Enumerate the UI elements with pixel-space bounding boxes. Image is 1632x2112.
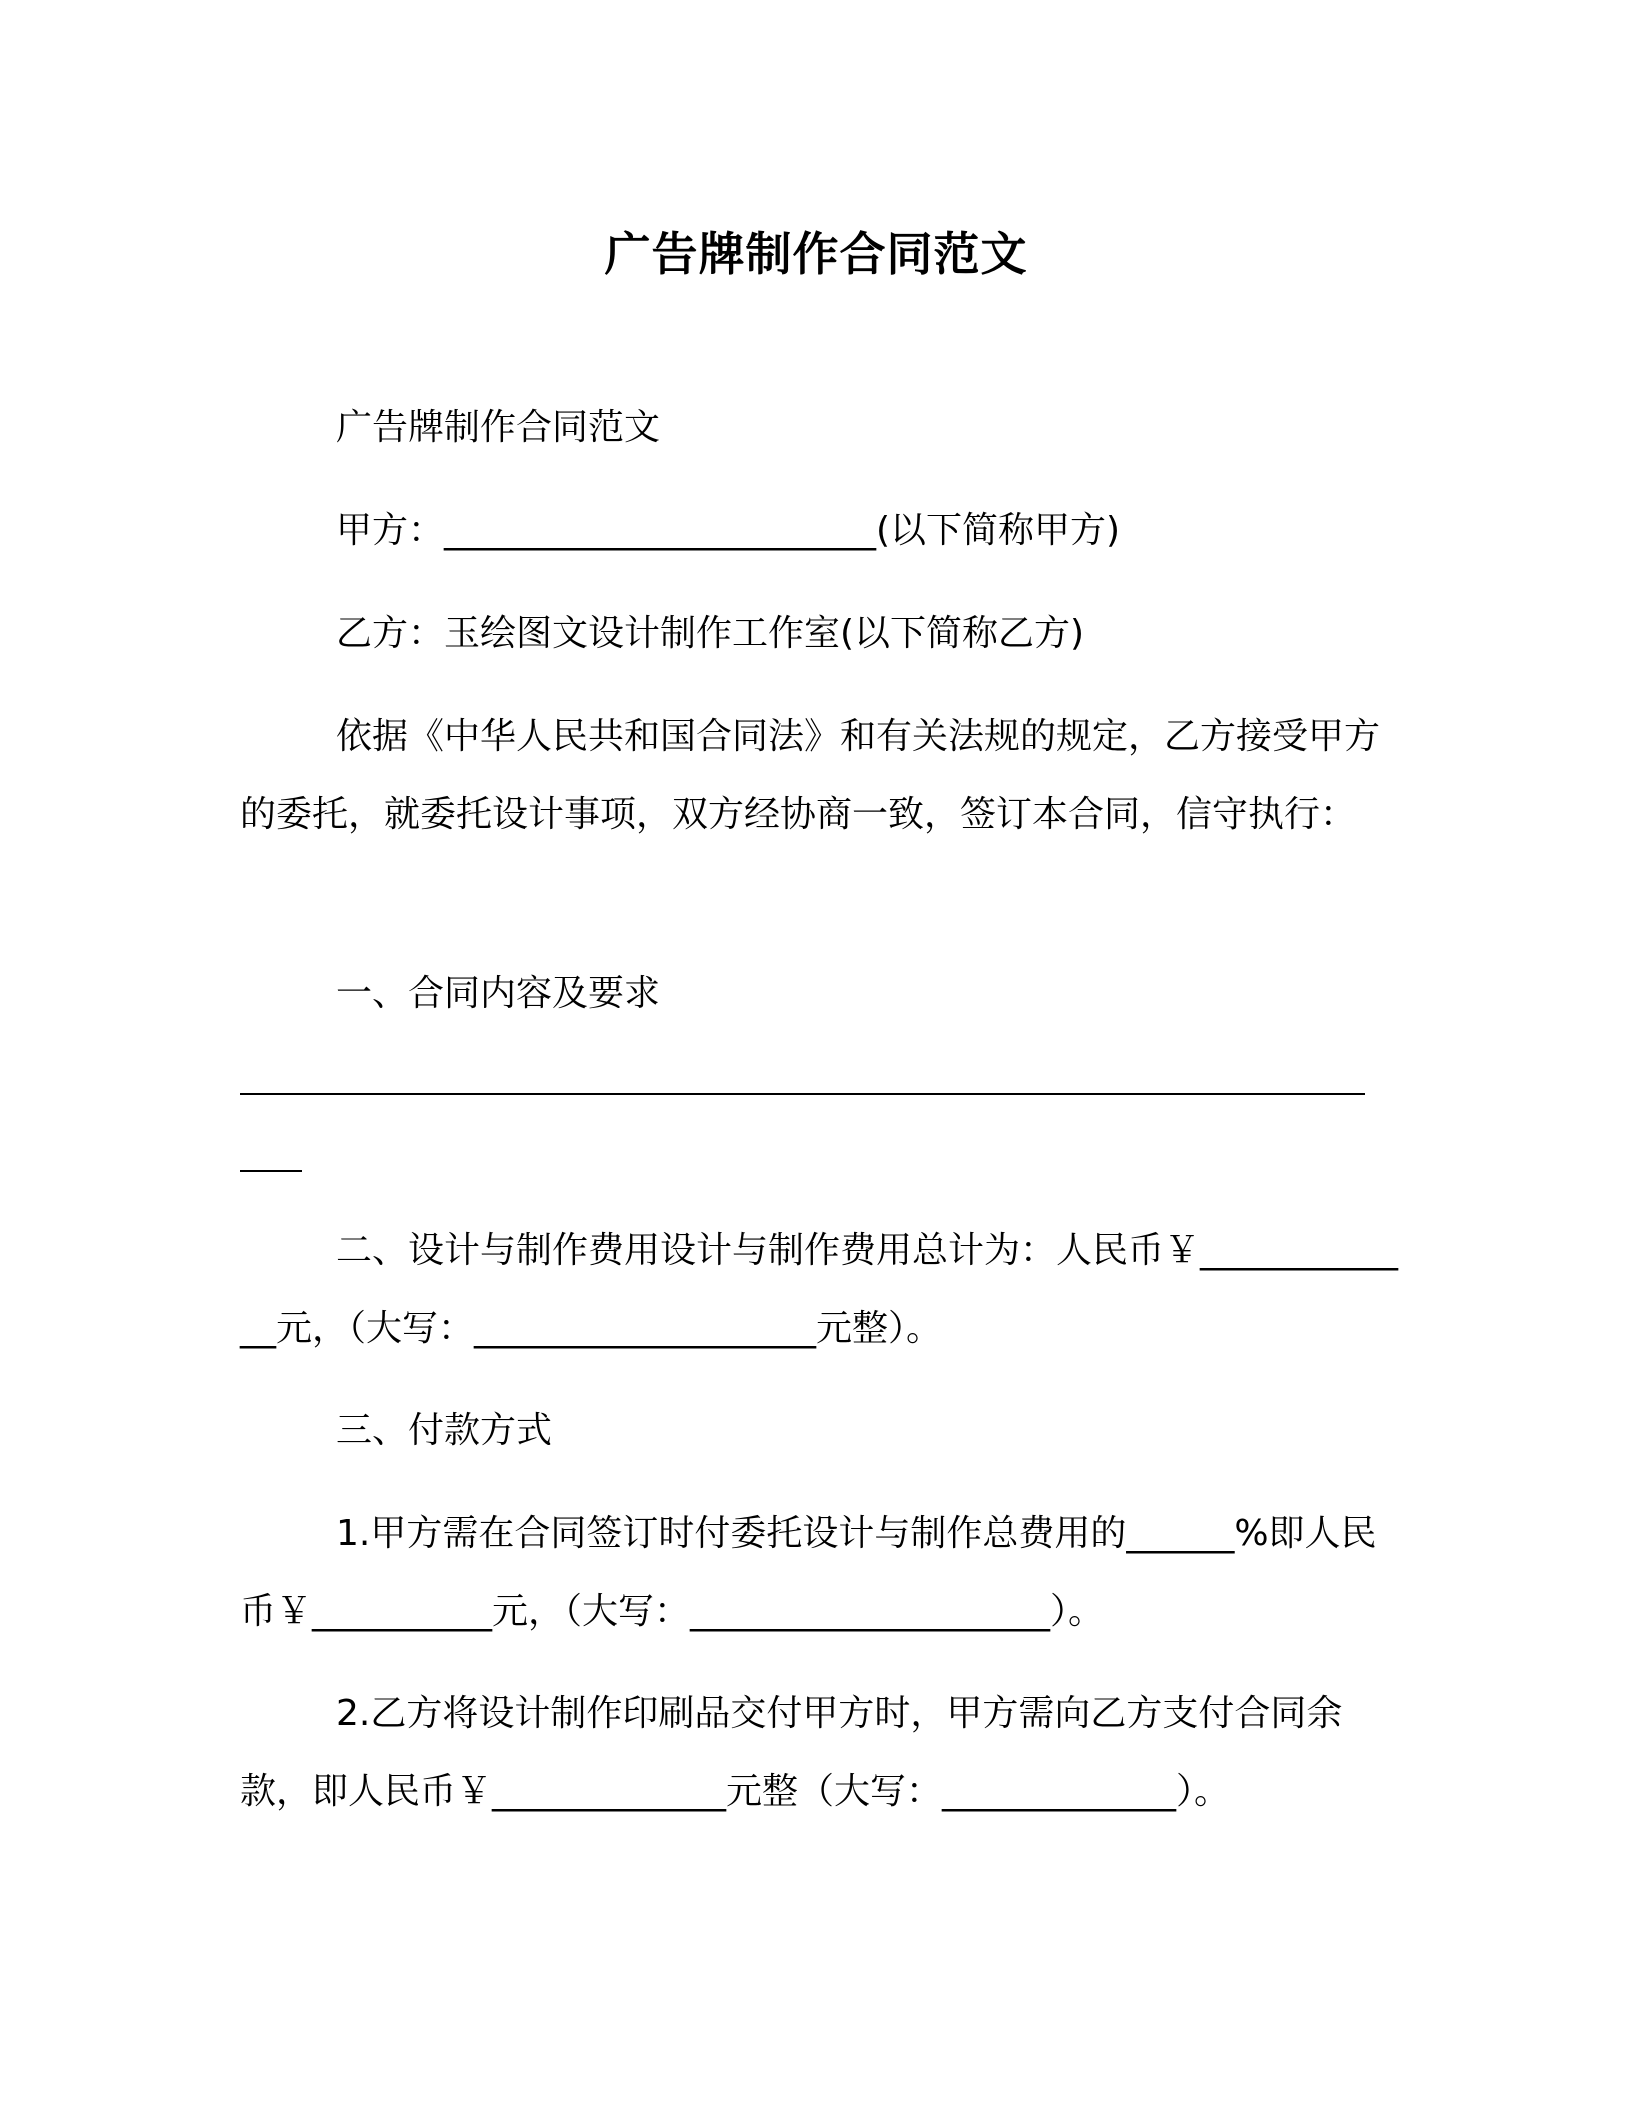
paragraph-party-b xyxy=(240,595,1405,673)
paragraph-text: 2.乙方将设计制作印刷品交付甲方时，甲方需向乙方支付合同余款，即人民币￥_____________元整（大写：_____________）。 xyxy=(240,1693,1343,1812)
paragraph-heading xyxy=(240,389,1405,467)
paragraph-text: 一、合同内容及要求 xyxy=(336,973,661,1014)
paragraph-text: 二、设计与制作费用设计与制作费用总计为：人民币￥_____________元，（大写：___________________元整）。 xyxy=(240,1230,1399,1349)
paragraph-basis xyxy=(240,698,1405,854)
paragraph-text: 广告牌制作合同范文 xyxy=(336,407,661,448)
paragraph-text: 1.甲方需在合同签订时付委托设计与制作总费用的______%即人民币￥__________元，（大写：____________________）。 xyxy=(240,1513,1377,1632)
section-heading-payment xyxy=(240,1392,1405,1470)
paragraph-text: 依据《中华人民共和国合同法》和有关法规的规定，乙方接受甲方的委托，就委托设计事项，双方经协商一致，签订本合同，信守执行： xyxy=(240,716,1381,835)
paragraph-payment-1 xyxy=(240,1495,1405,1651)
paragraph-payment-2 xyxy=(240,1675,1405,1831)
fill-in-line-continuation xyxy=(240,1170,302,1172)
document-title: 广告牌制作合同范文 xyxy=(604,227,1028,281)
fill-in-line xyxy=(240,1093,1365,1095)
paragraph-text: 甲方：________________________(以下简称甲方) xyxy=(336,510,1121,551)
paragraph-party-a xyxy=(240,492,1405,570)
section-heading-content xyxy=(240,955,1405,1033)
paragraph-text: 三、付款方式 xyxy=(336,1410,553,1451)
paragraph-fee xyxy=(240,1212,1405,1368)
paragraph-text: 乙方：玉绘图文设计制作工作室(以下简称乙方) xyxy=(336,613,1085,654)
